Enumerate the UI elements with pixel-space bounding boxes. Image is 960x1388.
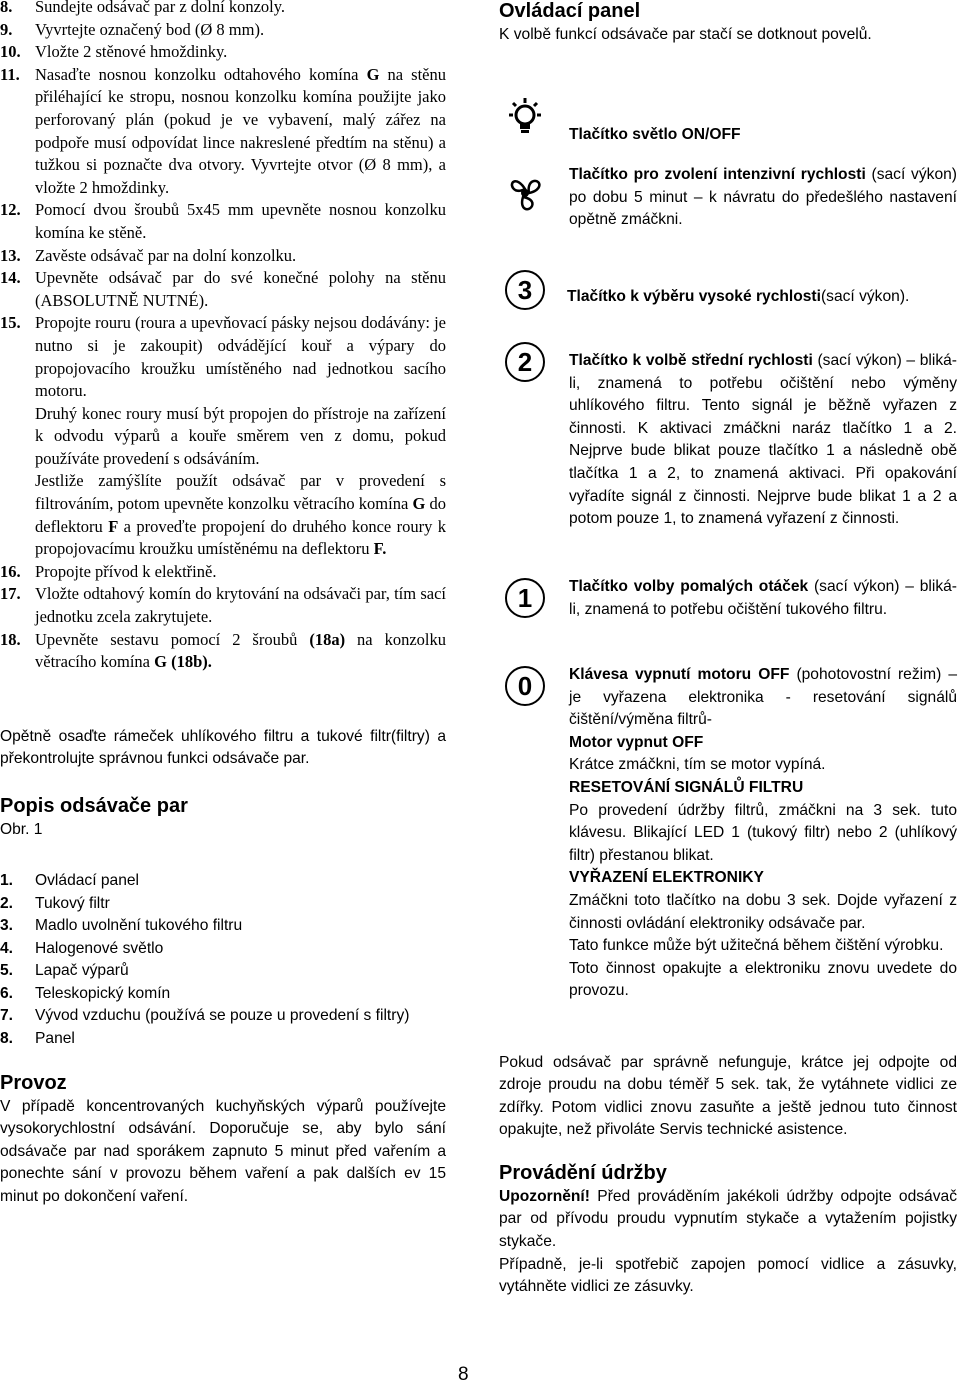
svg-text:1: 1 bbox=[517, 583, 533, 613]
step-18: 18. Upevněte sestavu pomocí 2 šroubů (18a) na konzolku větracího komína G (18b). bbox=[0, 629, 447, 672]
reset-text: Po provedení údržby filtrů, zmáčkni na 3 sek. tuto klávesu. Blikající LED 1 (tukový filtr) nebo 2 (uhlíkový filtr) přestanou blikat. bbox=[569, 801, 957, 864]
step-13: 13. Zavěste odsávač par na dolní konzolku. bbox=[0, 245, 297, 265]
svg-text:0: 0 bbox=[517, 671, 533, 701]
electronics-text-3: Toto činnost opakujte a elektroniku znovu uvedete do provozu. bbox=[569, 959, 957, 1000]
reset-heading: RESETOVÁNÍ SIGNÁLŮ FILTRU bbox=[569, 778, 804, 796]
list-item: 8. Panel bbox=[0, 1029, 75, 1047]
malfunction-paragraph: Pokud odsávač par správně nefunguje, krátce jej odpojte od zdroje proudu na dobu téměř 5 sek. tak, že vytáhnete vidlici ze zdířky. Potom vidlici znovu zasuňte a ještě jednou tuto činnost opakujte, než přivoláte Servis technické asistence. bbox=[499, 1054, 957, 1139]
speed-3-icon[interactable] bbox=[499, 268, 551, 314]
electronics-heading: VYŘAZENÍ ELEKTRONIKY bbox=[569, 869, 764, 887]
step-15-paragraph-3: Jestliže zamýšlíte použít odsávač par v provedení s filtrováním, potom upevněte konzolku větracího komína G do deflektoru F a proveďte propojení do druhého konce roury k propojovacímu kroužku umístěnému na deflektoru F. bbox=[35, 471, 446, 559]
page-number: 8 bbox=[458, 1364, 469, 1385]
motor-off-heading: Motor vypnut OFF bbox=[569, 733, 704, 751]
provoz-text: V případě koncentrovaných kuchyňských výparů používejte vysokorychlostní odsávání. Doporučuje se, aby bylo sání odsávače par nad sporákem zapnuto 5 minut před vařením a ponechte sání v provozu během vaření a pak dalších ev 15 minut po dokončení vaření. bbox=[0, 1098, 446, 1205]
step-8: 8. Sundejte odsávač par z dolní konzoly. bbox=[0, 0, 286, 16]
closing-paragraph: Opětně osaďte rámeček uhlíkového filtru a tukové filtr(filtry) a překontrolujte správnou funkci odsávače par. bbox=[0, 728, 446, 768]
step-14: 14. Upevněte odsávač par do své konečné polohy na stěnu (ABSOLUTNĚ NUTNÉ). bbox=[0, 268, 446, 310]
list-item: 3. Madlo uvolnění tukového filtru bbox=[0, 917, 243, 934]
step-12: 12. Pomocí dvou šroubů 5x45 mm upevněte nosnou konzolku komína ke stěně. bbox=[0, 200, 446, 242]
electronics-text-1: Zmáčkni toto tlačítko na dobu 3 sek. Dojde vyřazení z činnosti ovládání elektroniky odsávače par. bbox=[569, 891, 957, 932]
description-heading: Popis odsávače par bbox=[0, 795, 188, 817]
parts-list bbox=[0, 870, 446, 1050]
list-item: 4. Halogenové světlo bbox=[0, 939, 164, 957]
control-panel-intro: K volbě funkcí odsávače par stačí se dotknout povelů. bbox=[499, 26, 872, 43]
electronics-text-2: Tato funkce může být užitečná během čištění výrobku. bbox=[569, 937, 944, 955]
step-15-paragraph-2: Druhý konec roury musí být propojen do přístroje na zařízení k odvodu výparů a kouře směrem ven z domu, pokud používáte provedení s odsáváním. bbox=[35, 403, 446, 468]
step-11: 11. Nasaďte nosnou konzolku odtahového komína G na stěnu přiléhající ke stropu, nosnou konzolku komína použijte jako perforovaný plán (pokud je ve vybavení, malý zářez na podpoře musí odpovídat lince nakreslené předtím na stěnu) a tužkou si poznačte dva otvory. Vyvrtejte otvor (Ø 8 mm), a vložte 2 hmoždinky. bbox=[0, 64, 446, 197]
figure-reference: Obr. 1 bbox=[0, 821, 43, 838]
maintenance-warning: Upozornění! Před prováděním jakékoli údržby odpojte odsávač par od přívodu proudu vypnutím stykače a vytažením pojistky stykače. bbox=[499, 1188, 957, 1250]
step-15: 15. Propojte rouru (roura a upevňovací pásky nejsou dodávány: je nutno si je zakoupit) odvádějící kouř a výpary do propojovacího kroužku umístěného nad jednotkou sacího motoru. bbox=[0, 313, 446, 401]
list-item: 2. Tukový filtr bbox=[0, 894, 110, 912]
fan-icon[interactable] bbox=[499, 170, 551, 216]
svg-text:2: 2 bbox=[517, 347, 533, 377]
off-0-icon[interactable] bbox=[499, 664, 551, 710]
motor-off-text: Krátce zmáčkni, tím se motor vypíná. bbox=[569, 756, 826, 774]
list-item: 1. Ovládací panel bbox=[0, 872, 140, 889]
speed-1-icon[interactable] bbox=[499, 576, 551, 622]
step-16: 16. Propojte přívod k elektřině. bbox=[0, 561, 217, 581]
speed-2-icon[interactable] bbox=[499, 340, 551, 386]
svg-text:3: 3 bbox=[517, 275, 533, 305]
maintenance-text: Případně, je-li spotřebič zapojen pomocí vidlice a zásuvky, vytáhněte vidlici ze zásuvky. bbox=[499, 1256, 957, 1296]
list-item: 6. Teleskopický komín bbox=[0, 984, 171, 1002]
step-17: 17. Vložte odtahový komín do krytování na odsávači par, tím sací jednotku zcela zakrytujete. bbox=[0, 584, 446, 627]
maintenance-heading: Provádění údržby bbox=[499, 1162, 667, 1184]
list-item: 5. Lapač výparů bbox=[0, 962, 129, 979]
control-panel-heading: Ovládací panel bbox=[499, 0, 641, 22]
step-10: 10. Vložte 2 stěnové hmoždinky. bbox=[0, 42, 228, 62]
light-bulb-icon[interactable] bbox=[499, 96, 551, 142]
step-9: 9. Vyvrtejte označený bod (Ø 8 mm). bbox=[0, 19, 265, 39]
list-item: 7. Vývod vzduchu (používá se pouze u provedení s filtry) bbox=[0, 1007, 410, 1024]
provoz-heading: Provoz bbox=[0, 1072, 67, 1094]
